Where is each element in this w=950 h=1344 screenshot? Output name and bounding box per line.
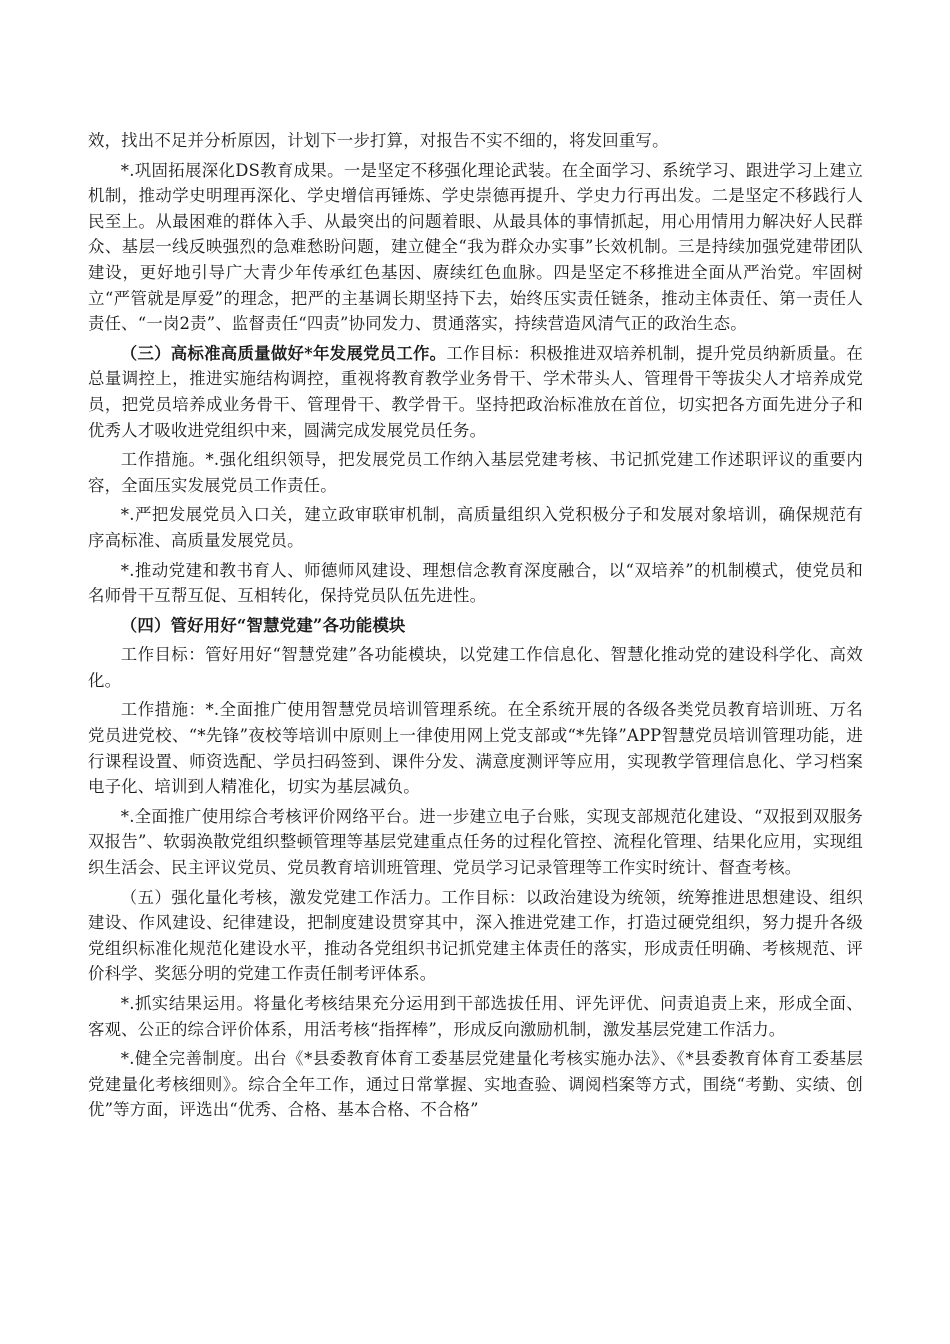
section-heading: （四）管好用好“智慧党建”各功能模块: [120, 615, 406, 635]
paragraph-measures-3: [88, 558, 863, 609]
paragraph-goal-4: [88, 642, 863, 693]
paragraph-text: *.全面推广使用综合考核评价网络平台。进一步建立电子台账，实现支部规范化建设、“双报到双服务双报告”、软弱涣散党组织整顿管理等基层党建重点任务的过程化管控、流程化管理、结果化应用，实现组织生活会、民主评议党员、党员教育培训班管理、党员学习记录管理等工作实时统计、督查考核。: [88, 806, 863, 878]
paragraph-text: *.推动党建和教书育人、师德师风建设、理想信念教育深度融合，以“双培养”的机制模式，使党员和名师骨干互帮互促、互相转化，保持党员队伍先进性。: [88, 560, 863, 606]
paragraph-text: *.抓实结果运用。将量化考核结果充分运用到干部选拔任用、评先评优、问责追责上来，形成全面、客观、公正的综合评价体系，用活考核“指挥棒”，形成反向激励机制，激发基层党建工作活力。: [88, 994, 863, 1039]
paragraph-text: 工作措施：*.全面推广使用智慧党员培训管理系统。在全系统开展的各级各类党员教育培训班、万名党员进党校、“*先锋”夜校等培训中原则上一律使用网上党支部或“*先锋”APP智慧党员培训管理功能，进行课程设置、师资选配、学员扫码签到、课件分发、满意度测评等应用，实现教学管理信息化、学习档案电子化、培训到人精准化，切实为基层减负。: [88, 700, 863, 797]
paragraph-text: 工作目标：管好用好“智慧党建”各功能模块，以党建工作信息化、智慧化推动党的建设科学化、高效化。: [88, 645, 863, 690]
paragraph-text: *.严把发展党员入口关，建立政审联审机制，高质量组织入党积极分子和发展对象培训，确保规范有序高标准、高质量发展党员。: [88, 505, 863, 550]
paragraph-text: 工作措施。*.强化组织领导，把发展党员工作纳入基层党建考核、书记抓党建工作述职评议的重要内容，全面压实发展党员工作责任。: [88, 450, 863, 495]
paragraph-continuation: [88, 128, 863, 154]
paragraph-text: *.巩固拓展深化DS教育成果。一是坚定不移强化理论武装。在全面学习、系统学习、跟进学习上建立机制，推动学史明理再深化、学史增信再锤炼、学史崇德再提升、学史力行再出发。二是坚定不移践行人民至上。从最困难的群体入手、从最突出的问题着眼、从最具体的事情抓起，用心用情用力解决好人民群众、基层一线反映强烈的急难愁盼问题，建立健全“我为群众办实事”长效机制。三是持续加强党建带团队建设，更好地引导广大青少年传承红色基因、赓续红色血脉。四是坚定不移推进全面从严治党。牢固树立“严管就是厚爱”的理念，把严的主基调长期坚持下去，始终压实责任链条，推动主体责任、第一责任人责任、“一岗2责”、监督责任“四责”协同发力、贯通落实，持续营造风清气正的政治生态。: [88, 160, 863, 334]
document-page: [88, 128, 863, 1127]
section-4-smart-party-building: [88, 613, 863, 639]
paragraph-improve-system: [88, 1046, 863, 1123]
paragraph-measures-4-2: [88, 804, 863, 881]
paragraph-results-application: [88, 991, 863, 1042]
paragraph-measures-1: [88, 447, 863, 498]
section-3-party-member-development: [88, 341, 863, 443]
paragraph-measures-2: [88, 502, 863, 553]
paragraph-ds-education: [88, 158, 863, 337]
paragraph-text: （五）强化量化考核，激发党建工作活力。工作目标：以政治建设为统领，统筹推进思想建设、组织建设、作风建设、纪律建设，把制度建设贯穿其中，深入推进党建工作，打造过硬党组织，努力提升各级党组织标准化规范化建设水平，推动各党组织书记抓党建主体责任的落实，形成责任明确、考核规范、评价科学、奖惩分明的党建工作责任制考评体系。: [88, 887, 863, 984]
paragraph-text: 效，找出不足并分析原因，计划下一步打算，对报告不实不细的，将发回重写。: [88, 131, 669, 150]
section-5-quantitative-assessment: [88, 885, 863, 987]
section-heading: （三）高标准高质量做好*年发展党员工作。: [120, 343, 447, 363]
paragraph-text: 工作目标：积极推进双培养机制，提升党员纳新质量。在总量调控上，推进实施结构调控，重视将教育教学业务骨干、学术带头人、管理骨干等拔尖人才培养成党员，把党员培养成业务骨干、管理骨干、教学骨干。坚持把政治标准放在首位，切实把各方面先进分子和优秀人才吸收进党组织中来，圆满完成发展党员任务。: [88, 343, 863, 440]
paragraph-text: *.健全完善制度。出台《*县委教育体育工委基层党建量化考核实施办法》、《*县委教育体育工委基层党建量化考核细则》。综合全年工作，通过日常掌握、实地查验、调阅档案等方式，围绕“考勤、实绩、创优”等方面，评选出“优秀、合格、基本合格、不合格”: [88, 1049, 863, 1120]
paragraph-measures-4-1: [88, 697, 863, 799]
